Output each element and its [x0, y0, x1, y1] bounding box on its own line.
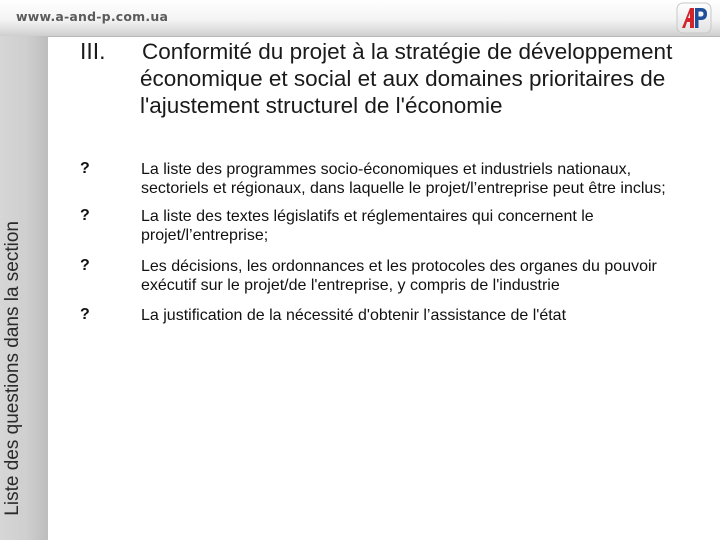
sidebar	[0, 36, 48, 540]
question-marker: ?	[80, 257, 90, 274]
site-url[interactable]: www.a-and-p.com.ua	[16, 9, 169, 24]
list-item-text: La justification de la nécessité d'obtenir l’assistance de l'état	[141, 307, 567, 324]
company-logo	[676, 2, 712, 34]
list-item	[80, 257, 700, 295]
list-item	[80, 306, 700, 325]
list-item-text: La liste des textes législatifs et réglementaires qui concernent le projet/l’entreprise;	[141, 208, 594, 244]
question-marker: ?	[80, 306, 90, 323]
section-title: Conformité du projet à la stratégie de développement économique et social et aux domaines prioritaires de l'ajustement structurel de l'économie	[140, 39, 673, 118]
list-item	[80, 207, 700, 245]
sidebar-title: Liste des questions dans la section	[2, 221, 23, 516]
top-banner	[0, 0, 720, 37]
section-number: III.	[80, 38, 106, 64]
list-item	[80, 160, 700, 198]
question-list	[80, 160, 700, 333]
question-marker: ?	[80, 207, 90, 224]
question-marker: ?	[80, 160, 90, 177]
list-item-text: Les décisions, les ordonnances et les protocoles des organes du pouvoir exécutif sur le projet/de l'entreprise, y compris de l'industrie	[141, 258, 657, 294]
list-item-text: La liste des programmes socio-économiques et industriels nationaux, sectoriels et régionaux, dans laquelle le projet/l’entreprise peut être inclus;	[141, 161, 666, 197]
